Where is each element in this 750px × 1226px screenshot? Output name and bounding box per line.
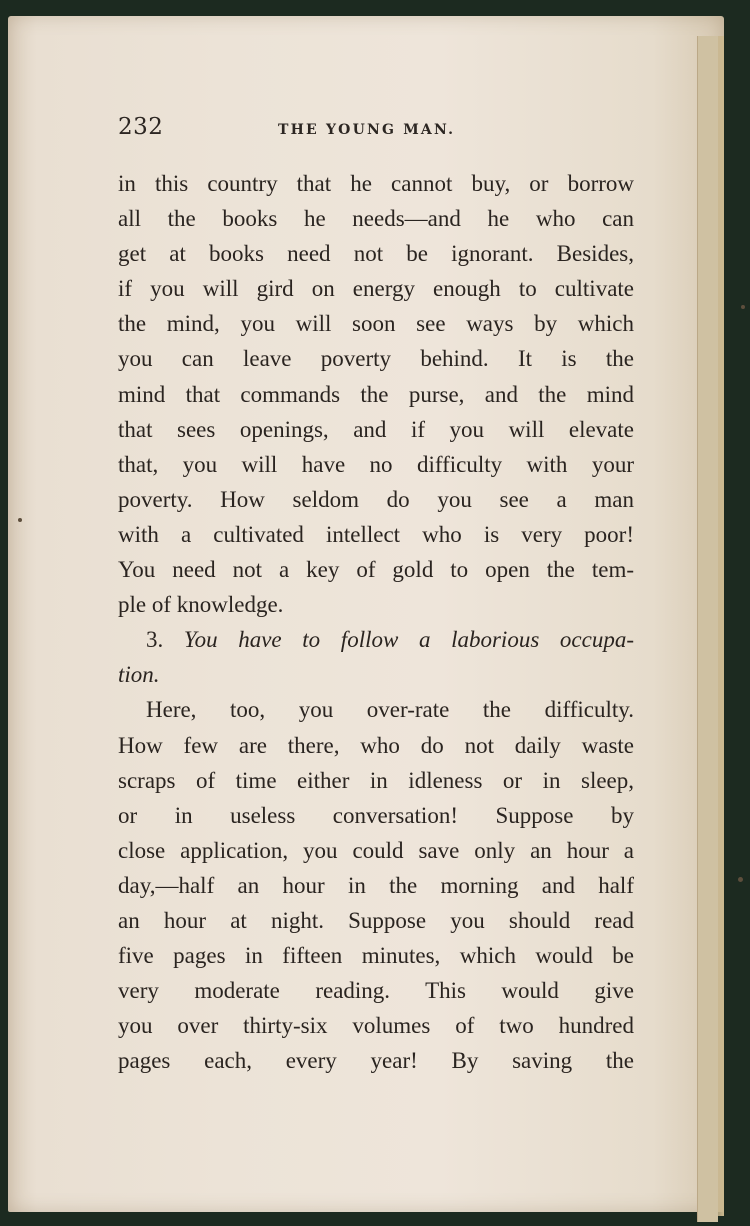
text-line: very moderate reading. This would give [118, 978, 634, 1004]
next-page-edge [697, 36, 718, 1222]
text-line: all the books he needs—and he who can [118, 206, 634, 232]
text-line: Here, too, you over-rate the difficulty. [146, 697, 634, 723]
text-line: that, you will have no difficulty with your [118, 451, 634, 477]
point-heading-continued [118, 657, 634, 692]
book-title: THE YOUNG MAN. [278, 122, 456, 138]
text-line: with a cultivated intellect who is very poor! [118, 521, 634, 547]
text-line: the mind, you will soon see ways by which [118, 311, 634, 337]
text-line: or in useless conversation! Suppose by [118, 802, 634, 828]
text-line: scraps of time either in idleness or in sleep, [118, 767, 634, 793]
text-line: close application, you could save only an hour a [118, 837, 634, 863]
point-number: 3. [146, 627, 164, 653]
text-line: five pages in fifteen minutes, which would be [118, 943, 634, 969]
text-line: you can leave poverty behind. It is the [118, 346, 634, 372]
running-head [112, 112, 632, 148]
text-line: if you will gird on energy enough to cultivate [118, 276, 634, 302]
text-line: that sees openings, and if you will elevate [118, 416, 634, 442]
text-line: get at books need not be ignorant. Besides, [118, 241, 634, 267]
text-line: you over thirty-six volumes of two hundred [118, 1013, 634, 1039]
text-line: How few are there, who do not daily waste [118, 732, 634, 758]
ink-speck [18, 518, 22, 522]
text-line: pages each, every year! By saving the [118, 1048, 634, 1074]
text-line: an hour at night. Suppose you should read [118, 907, 634, 933]
point-heading-text: You have to follow a laborious occupa- [183, 627, 634, 653]
text-line: day,—half an hour in the morning and half [118, 872, 634, 898]
ink-speck [741, 305, 745, 309]
text-line: ple of knowledge. [118, 592, 284, 618]
point-heading [118, 622, 634, 657]
text-line: in this country that he cannot buy, or borrow [118, 171, 634, 196]
text-line: poverty. How seldom do you see a man [118, 486, 634, 512]
page-number: 232 [118, 114, 164, 140]
text-line: You need not a key of gold to open the tem- [118, 557, 634, 583]
point-heading-text: tion. [118, 662, 160, 688]
ink-speck [738, 877, 743, 882]
body-text [118, 166, 634, 1078]
text-line: mind that commands the purse, and the mind [118, 381, 634, 407]
